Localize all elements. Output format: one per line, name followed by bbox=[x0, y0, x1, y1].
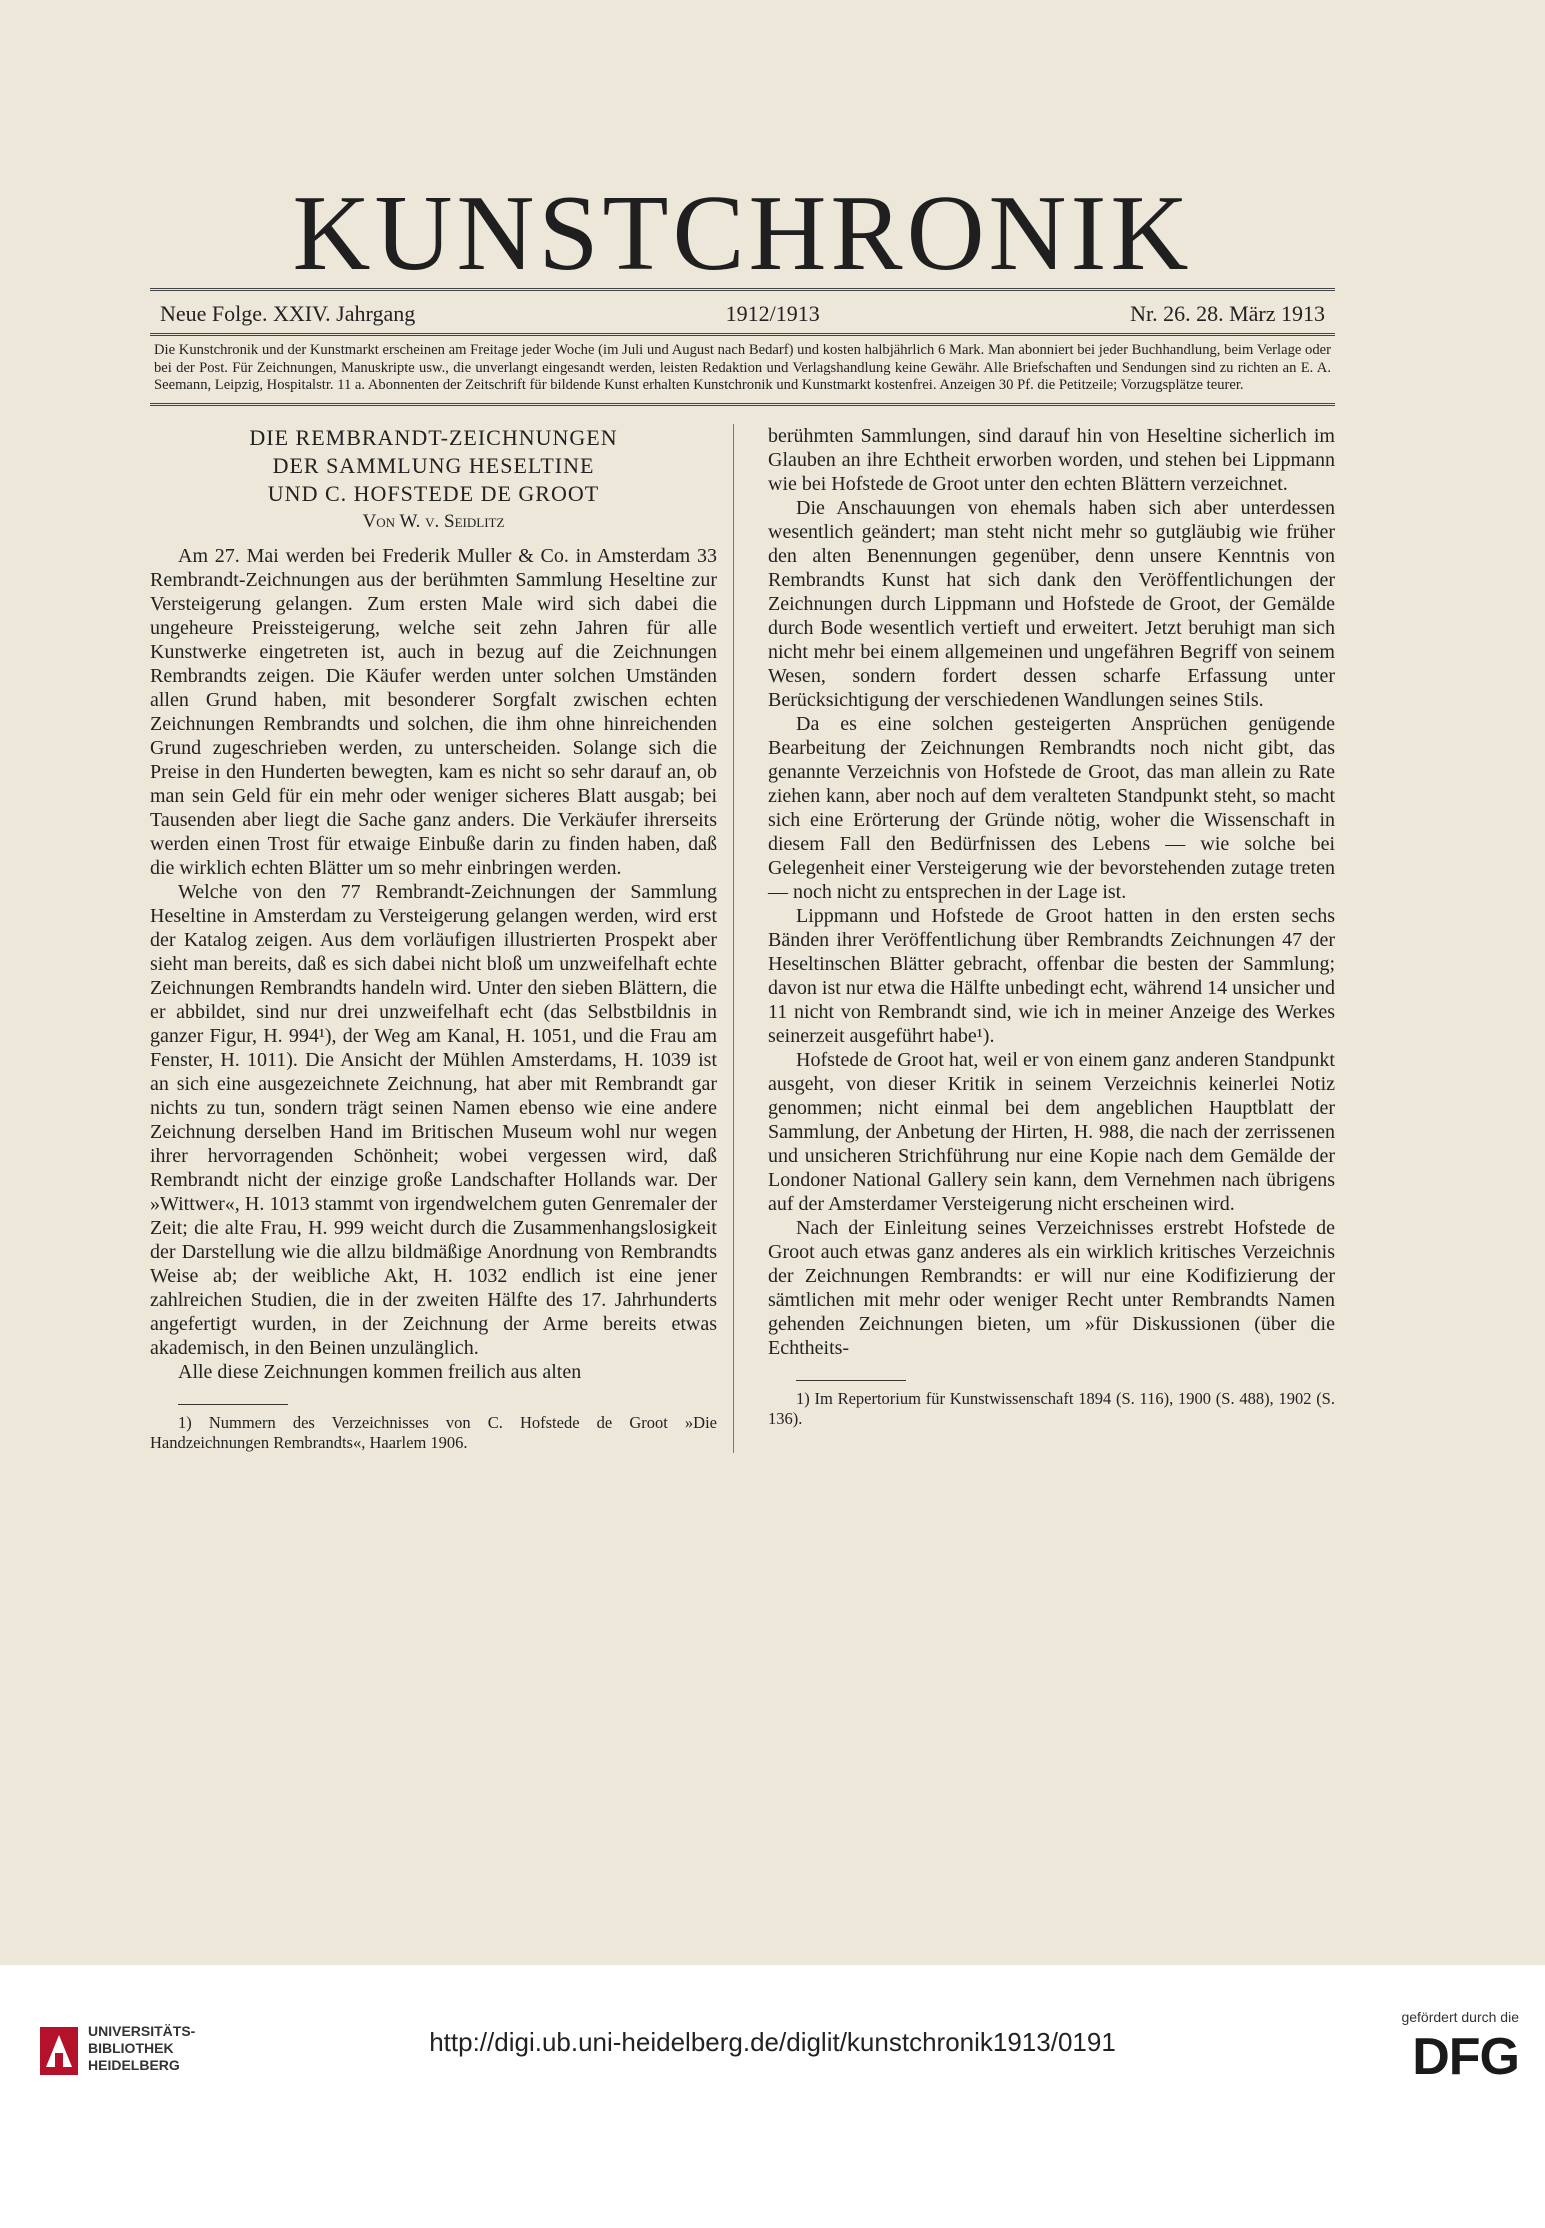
masthead-title: KUNSTCHRONIK bbox=[292, 174, 1193, 293]
footnote: 1) Nummern des Verzeichnisses von C. Hofstede de Groot »Die Handzeichnungen Rembrandts«, Haarlem 1906. bbox=[150, 1412, 717, 1452]
issue-label: Nr. 26. 28. März 1913 bbox=[1130, 301, 1325, 326]
paragraph: Alle diese Zeichnungen kommen freilich aus alten bbox=[178, 1360, 582, 1383]
paragraph: Da es eine solchen gesteigerten Ansprüchen genügende Bearbeitung der Zeichnungen Rembrandts noch nicht gibt, das genannte Verzeichnis von Hofstede de Groot, das man allein zu Rate ziehen kann, aber noch auf dem veralteten Standpunkt steht, so macht sich eine Erörterung der Gründe nötig, woher die Wissenschaft in diesem Fall den Bedürfnissen des Lebens — wie solche bei Gelegenheit einer Versteigerung wie der bevorstehenden zutage treten — noch nicht zu entsprechen in der Lage ist. bbox=[768, 712, 1335, 903]
paragraph: Nach der Einleitung seines Verzeichnisses erstrebt Hofstede de Groot auch etwas ganz anderes als ein wirklich kritisches Verzeichnis der Zeichnungen Rembrandts: er will nur eine Kodifizierung der sämtlichen mit mehr oder weniger Recht unter Rembrandts Namen gehenden Zeichnungen bieten, um »für Diskussionen (über die Echtheits- bbox=[768, 1216, 1335, 1359]
article-byline: Von W. v. Seidlitz bbox=[362, 510, 505, 532]
article-columns bbox=[150, 424, 1335, 1453]
library-name[interactable]: UNIVERSITÄTS- BIBLIOTHEK HEIDELBERG bbox=[88, 2023, 196, 2073]
subscription-notice: Die Kunstchronik und der Kunstmarkt erscheinen am Freitage jeder Woche (im Juli und August nach Bedarf) und kosten halbjährlich 6 Mark. Man abonniert bei jeder Buchhandlung, beim Verlage oder bei der Post. Für Zeichnungen, Manuskripte usw., die unverlangt eingesandt werden, leisten Redaktion und Verlagshandlung keine Gewähr. Alle Briefschaften und Sendungen sind zu richten an E. A. Seemann, Leipzig, Hospitalstr. 11 a. Abonnenten der Zeitschrift für bildende Kunst erhalten Kunstchronik und Kunstmarkt kostenfrei. Anzeigen 30 Pf. die Petitzeile; Vorzugsplätze teurer. bbox=[154, 342, 1331, 393]
funding-note: gefördert durch die bbox=[1401, 2009, 1519, 2025]
right-column bbox=[768, 424, 1335, 1453]
paragraph: Welche von den 77 Rembrandt-Zeichnungen der Sammlung Heseltine in Amsterdam zu Versteigerung gelangen werden, wird erst der Katalog zeigen. Aus dem vorläufigen illustrierten Prospekt aber sieht man bereits, daß es sich dabei nicht bloß um unzweifelhaft echte Zeichnungen Rembrandts handeln wird. Unter den sieben Blättern, die er abbildet, sind nur drei unzweifelhaft echt (das Selbstbildnis in ganzer Figur, H. 994¹), der Weg am Kanal, H. 1051, und die Frau am Fenster, H. 1011). Die Ansicht der Mühlen Amsterdams, H. 1039 ist an sich eine ausgezeichnete Zeichnung, hat aber mit Rembrandt gar nichts zu tun, sondern trägt seinen Namen ebenso wie eine andere Zeichnung derselben Hand im Britischen Museum wohl nur wegen ihrer hervorragenden Schönheit; wobei vergessen wird, daß Rembrandt nicht der einzige große Landschafter Hollands war. Der »Wittwer«, H. 1013 stammt von irgendwelchem guten Genremaler der Zeit; die alte Frau, H. 999 weicht durch die Zusammenhangslosigkeit der Darstellung wie die allzu bildmäßige Anordnung von Rembrandts Weise ab; der weibliche Akt, H. 1032 endlich ist eine jener zahlreichen Studien, die in der zweiten Hälfte des 17. Jahrhunderts angefertigt wurden, in der Zeichnung der Arme bereits etwas akademisch, in den Beinen unzulänglich. bbox=[150, 880, 717, 1359]
notice-rule bbox=[150, 403, 1335, 406]
issue-line bbox=[150, 291, 1335, 333]
footnote-rule bbox=[796, 1380, 906, 1381]
footnote-rule bbox=[178, 1404, 288, 1405]
paragraph: Lippmann und Hofstede de Groot hatten in den ersten sechs Bänden ihrer Veröffentlichung über Rembrandts Zeichnungen 47 der Heseltinschen Blätter gebracht, offenbar die besten der Sammlung; davon ist nur etwa die Hälfte unbedingt echt, während 14 unsicher und 11 nicht von Rembrandt sind, wie ich in meiner Anzeige des Werkes seinerzeit ausgeführt habe¹). bbox=[768, 904, 1335, 1047]
viewer-footer bbox=[0, 1965, 1545, 2228]
article-heading-line-1: DIE REMBRANDT-ZEICHNUNGEN bbox=[249, 424, 618, 450]
dfg-logo[interactable]: DFG bbox=[1412, 2028, 1519, 2086]
footnote: 1) Im Repertorium für Kunstwissenschaft 1894 (S. 116), 1900 (S. 488), 1902 (S. 136). bbox=[768, 1388, 1335, 1428]
article-heading-line-3: UND C. HOFSTEDE DE GROOT bbox=[267, 480, 600, 506]
paragraph: Die Anschauungen von ehemals haben sich aber unterdessen wesentlich geändert; man steht nicht mehr so gutgläubig wie früher den alten Benennungen gegenüber, denn unsere Kenntnis von Rembrandts Kunst hat sich dank den Veröffentlichungen der Zeichnungen durch Lippmann und Hofstede de Groot, der Gemälde durch Bode wesentlich vertieft und erweitert. Jetzt beruhigt man sich nicht mehr bei einem allgemeinen und ungefähren Begriff von seinem Wesen, sondern fordert dessen scharfe Erfassung unter Berücksichtigung der verschiedenen Wandlungen seines Stils. bbox=[768, 496, 1335, 711]
permalink[interactable]: http://digi.ub.uni-heidelberg.de/diglit/kunstchronik1913/0191 bbox=[429, 2027, 1116, 2057]
left-column bbox=[150, 424, 734, 1453]
paragraph: Am 27. Mai werden bei Frederik Muller & Co. in Amsterdam 33 Rembrandt-Zeichnungen aus der berühmten Sammlung Heseltine zur Versteigerung gelangen. Zum ersten Male wird sich dabei die ungeheure Preissteigerung, welche seit zehn Jahren für alle Kunstwerke eingetreten ist, auch in bezug auf die Zeichnungen Rembrandts zeigen. Die Käufer werden unter solchen Umständen allen Grund haben, mit besonderer Sorgfalt zwischen echten Zeichnungen Rembrandts und solchen, die ihm ohne hinreichenden Grund zugeschrieben werden, zu unterscheiden. Solange sich die Preise in den Hunderten bewegten, kam es nicht so sehr darauf an, ob man sein Geld für ein mehr oder weniger sicheres Blatt ausgab; bei Tausenden aber liegt die Sache ganz anders. Die Verkäufer ihrerseits werden einen Trost für etwaige Einbuße darin zu finden haben, daß die wirklich echten Blätter um so mehr einbringen werden. bbox=[150, 544, 717, 879]
paragraph: berühmten Sammlungen, sind darauf hin von Heseltine sicherlich im Glauben an ihre Echtheit erworben worden, und stehen bei Lippmann wie bei Hofstede de Groot unter den echten Blättern verzeichnet. bbox=[768, 424, 1335, 495]
newspaper-page bbox=[150, 120, 1335, 1453]
year-label: 1912/1913 bbox=[725, 301, 820, 326]
article-heading-line-2: DER SAMMLUNG HESELTINE bbox=[272, 452, 595, 478]
series-label: Neue Folge. XXIV. Jahrgang bbox=[160, 301, 416, 326]
paragraph: Hofstede de Groot hat, weil er von einem ganz anderen Standpunkt ausgeht, von dieser Kritik in seinem Verzeichnis keinerlei Notiz genommen; nicht einmal bei dem angeblichen Hauptblatt der Sammlung, der Anbetung der Hirten, H. 988, die nach der zerrissenen und unsicheren Strichführung nur eine Kopie nach dem Gemälde der Londoner National Gallery sein kann, dem Vernehmen nach übrigens auf der Amsterdamer Versteigerung nicht erscheinen wird. bbox=[768, 1048, 1335, 1215]
